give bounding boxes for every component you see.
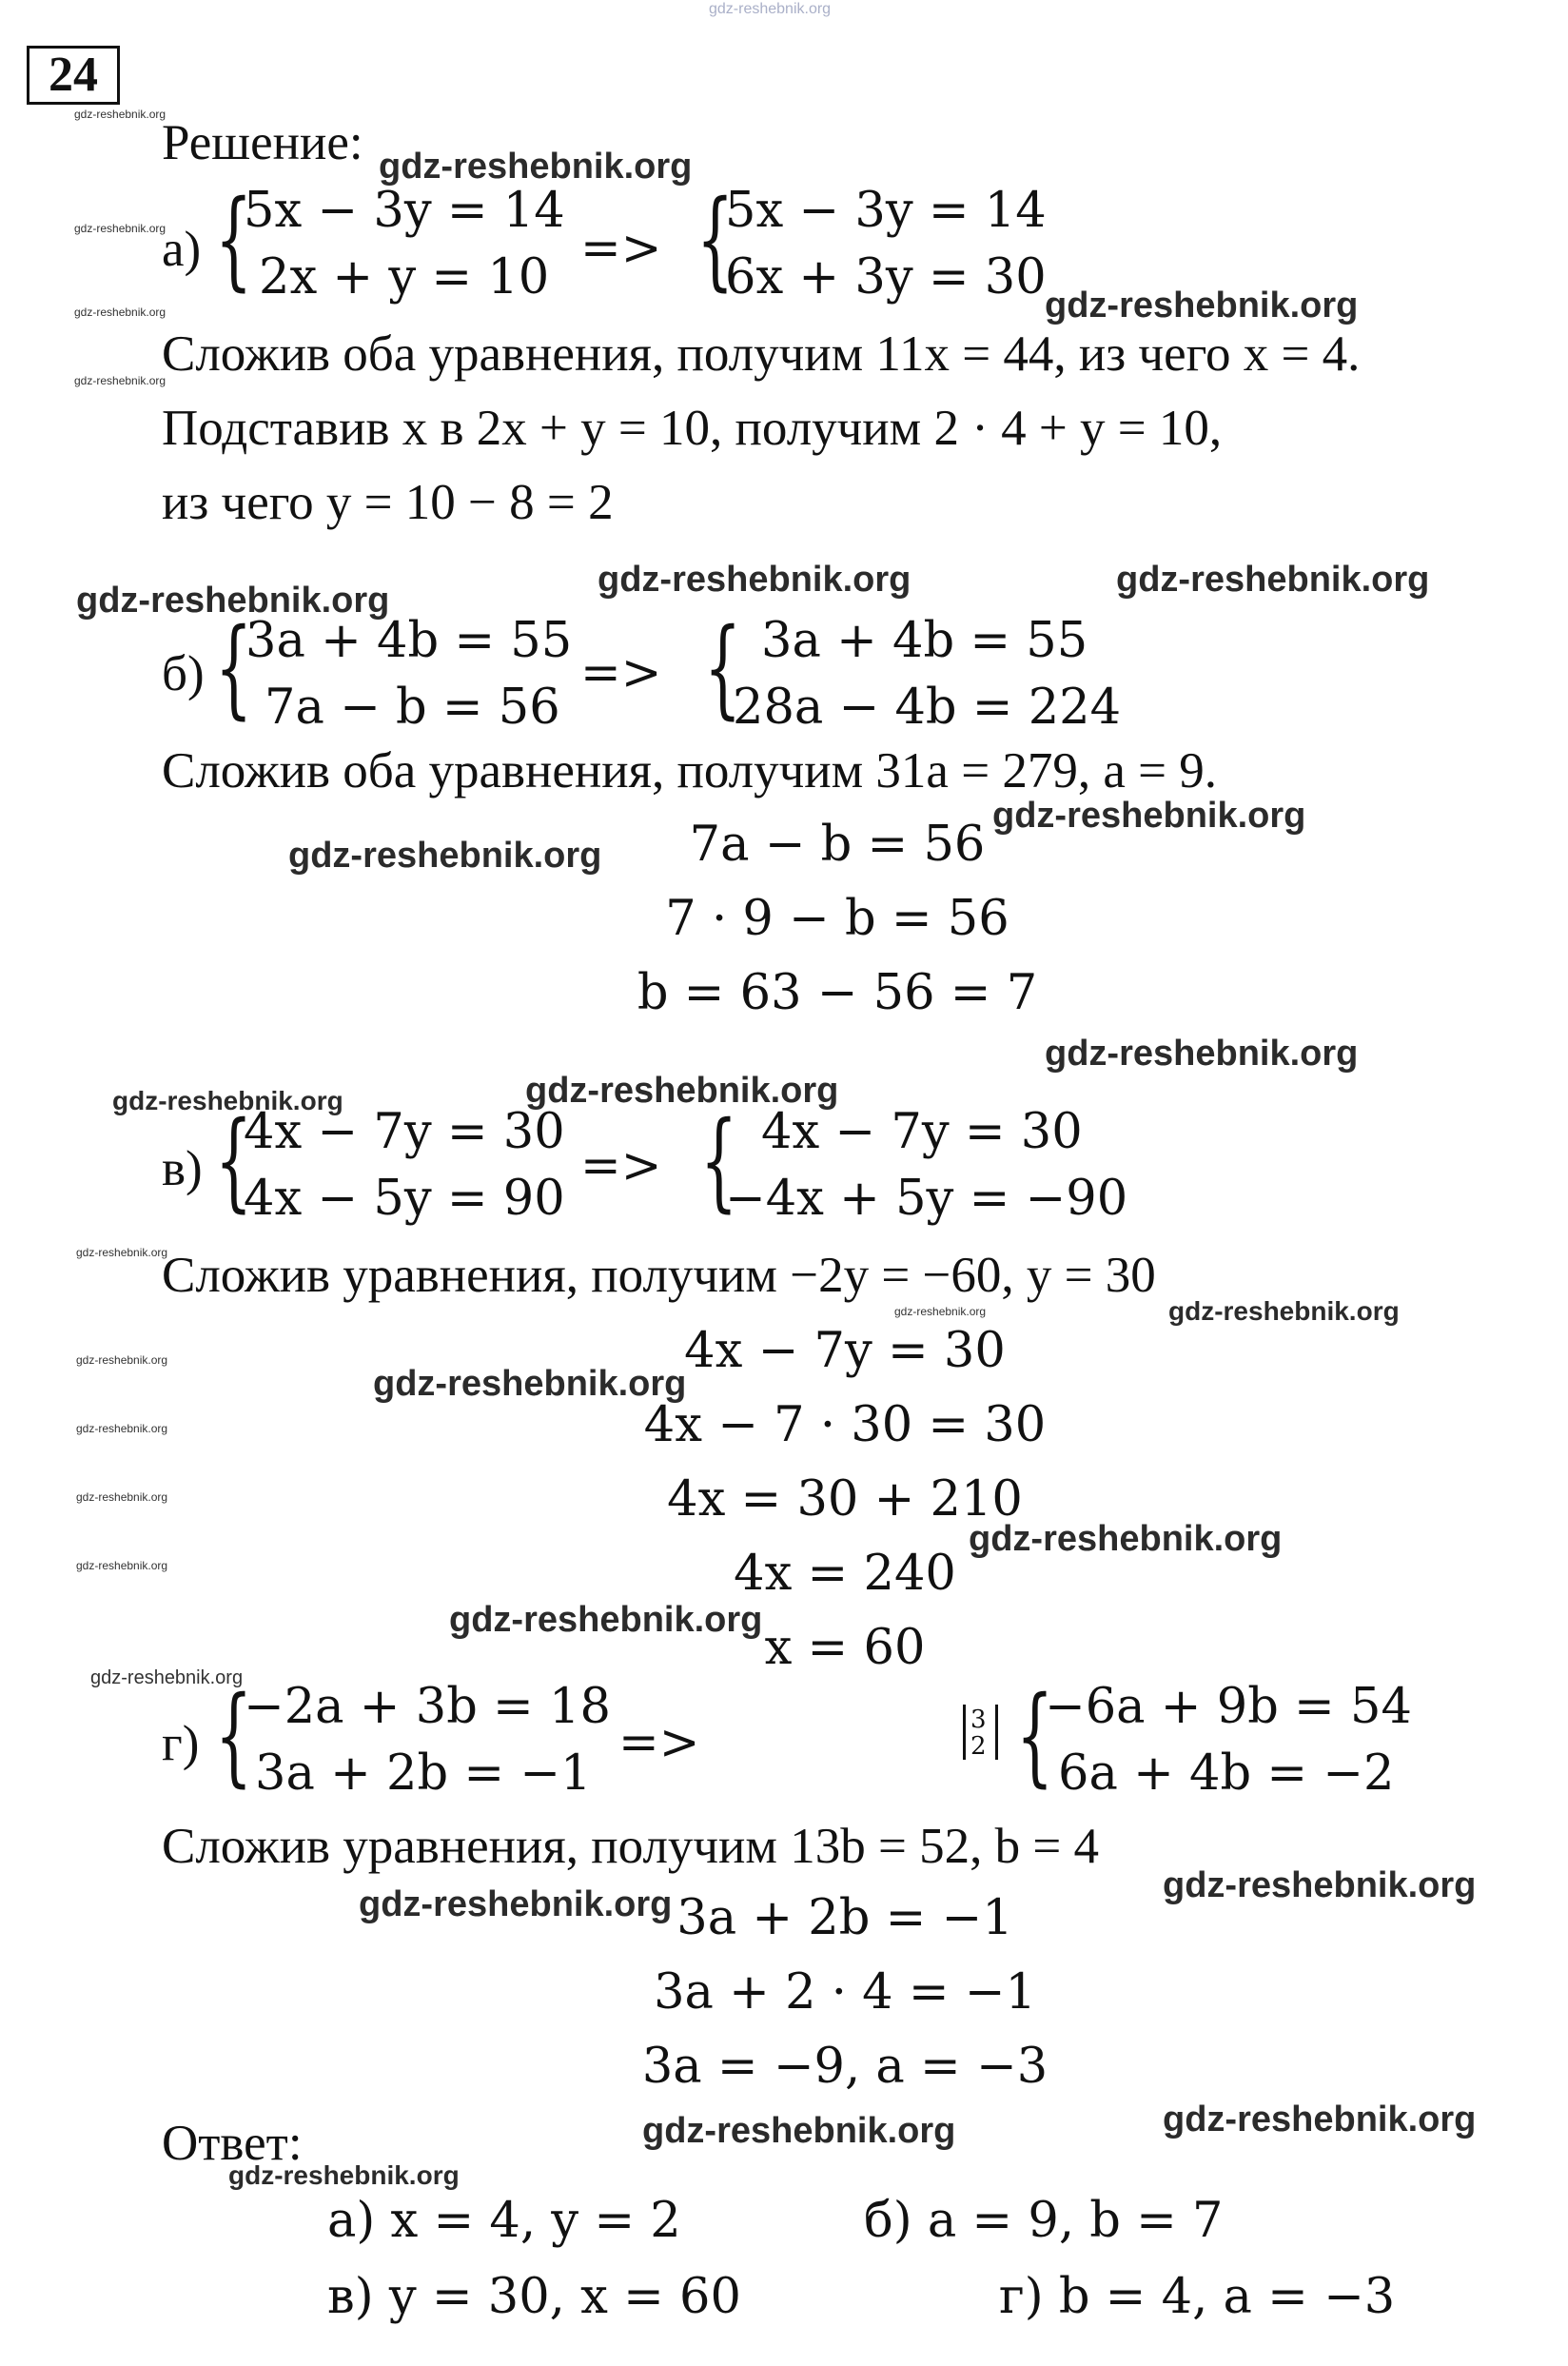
brace-icon: { <box>696 178 735 302</box>
part-a-sys1-eq1: 5x − 3y = 14 <box>244 183 565 239</box>
part-v-sys2-eq1: 4x − 7y = 30 <box>761 1104 1083 1160</box>
watermark-small: gdz-reshebnik.org <box>90 1667 244 1688</box>
part-g-step2: 3a + 2 · 4 = −1 <box>654 1964 1036 2021</box>
part-a-label: а) <box>162 222 202 277</box>
task-number: 24 <box>27 46 120 105</box>
answer-b: б) a = 9, b = 7 <box>864 2193 1224 2249</box>
part-a-line1: Сложив оба уравнения, получим 11x = 44, из чего x = 4. <box>162 326 1361 382</box>
part-a-line2: Подставив x в 2x + y = 10, получим 2 · 4 + y = 10, <box>162 401 1223 456</box>
solution-label: Решение: <box>162 115 363 170</box>
brace-icon: { <box>704 606 742 730</box>
part-g-line1: Сложив уравнения, получим 13b = 52, b = 4 <box>162 1819 1099 1874</box>
part-b-sys1-eq2: 7a − b = 56 <box>265 680 560 736</box>
watermark-small: gdz-reshebnik.org <box>74 222 167 235</box>
part-b-sys2-eq1: 3a + 4b = 55 <box>761 613 1088 669</box>
watermark-small: gdz-reshebnik.org <box>76 1246 168 1259</box>
multiplier-top: 3 <box>970 1705 987 1734</box>
watermark: gdz-reshebnik.org <box>1116 560 1430 600</box>
part-b-sys1-eq1: 3a + 4b = 55 <box>245 613 573 669</box>
part-a-sys2-eq1: 5x − 3y = 14 <box>725 183 1047 239</box>
part-v-step5: x = 60 <box>764 1620 926 1676</box>
part-v-sys2-eq2: −4x + 5y = −90 <box>725 1171 1128 1227</box>
part-v-line1: Сложив уравнения, получим −2y = −60, y = 30 <box>162 1248 1156 1303</box>
part-b-step3: b = 63 − 56 = 7 <box>637 965 1038 1021</box>
part-g-sys2-eq1: −6a + 9b = 54 <box>1045 1679 1412 1735</box>
watermark: gdz-reshebnik.org <box>992 796 1306 836</box>
watermark: gdz-reshebnik.org <box>525 1071 839 1111</box>
answer-a: а) x = 4, y = 2 <box>327 2193 681 2249</box>
multiplier-bar-left <box>963 1705 966 1760</box>
brace-icon: { <box>215 178 253 302</box>
watermark: gdz-reshebnik.org <box>598 560 911 600</box>
watermark: gdz-reshebnik.org <box>642 2111 956 2151</box>
answer-g: г) b = 4, a = −3 <box>999 2269 1396 2325</box>
part-v-label: в) <box>162 1141 203 1196</box>
watermark: gdz-reshebnik.org <box>288 836 602 876</box>
part-v-sys1-eq1: 4x − 7y = 30 <box>244 1104 565 1160</box>
part-b-arrow: => <box>580 645 662 701</box>
part-g-sys2-eq2: 6a + 4b = −2 <box>1058 1745 1395 1802</box>
part-v-arrow: => <box>580 1138 662 1194</box>
watermark: gdz-reshebnik.org <box>1045 1034 1359 1074</box>
part-v-sys1-eq2: 4x − 5y = 90 <box>244 1171 565 1227</box>
watermark: gdz-reshebnik.org <box>359 1884 673 1924</box>
part-a-sys2-eq2: 6x + 3y = 30 <box>725 249 1047 306</box>
brace-icon: { <box>215 1674 253 1798</box>
part-a-arrow: => <box>580 221 662 277</box>
part-v-step2: 4x − 7 · 30 = 30 <box>643 1397 1047 1453</box>
watermark: gdz-reshebnik.org <box>228 2160 460 2190</box>
brace-icon: { <box>215 1099 253 1223</box>
part-b-step2: 7 · 9 − b = 56 <box>665 891 1009 947</box>
part-g-label: г) <box>162 1716 200 1771</box>
multiplier-bar-right <box>995 1705 998 1760</box>
multiplier-bottom: 2 <box>970 1732 987 1761</box>
watermark: gdz-reshebnik.org <box>449 1600 763 1640</box>
answer-label: Ответ: <box>162 2116 303 2171</box>
watermark: gdz-reshebnik.org <box>112 1086 343 1115</box>
answer-v: в) y = 30, x = 60 <box>327 2269 741 2325</box>
part-g-step1: 3a + 2b = −1 <box>676 1890 1013 1946</box>
part-a-line3: из чего y = 10 − 8 = 2 <box>162 475 614 530</box>
watermark-small: gdz-reshebnik.org <box>76 1353 168 1367</box>
part-b-sys2-eq2: 28a − 4b = 224 <box>733 680 1122 736</box>
watermark-small: gdz-reshebnik.org <box>76 1490 168 1504</box>
watermark: gdz-reshebnik.org <box>1168 1296 1400 1326</box>
watermark: gdz-reshebnik.org <box>76 581 390 621</box>
part-b-step1: 7a − b = 56 <box>689 817 986 873</box>
part-b-label: б) <box>162 646 205 701</box>
watermark: gdz-reshebnik.org <box>969 1519 1283 1559</box>
watermark-small: gdz-reshebnik.org <box>74 374 167 387</box>
watermark: gdz-reshebnik.org <box>1045 286 1359 325</box>
part-g-sys1-eq1: −2a + 3b = 18 <box>244 1679 611 1735</box>
multiplier-fraction <box>970 1706 987 1760</box>
header-watermark: gdz-reshebnik.org <box>709 1 832 17</box>
watermark-small: gdz-reshebnik.org <box>74 108 167 121</box>
part-b-line1: Сложив оба уравнения, получим 31a = 279, a = 9. <box>162 743 1218 799</box>
part-g-sys1-eq2: 3a + 2b = −1 <box>255 1745 592 1802</box>
brace-icon: { <box>1016 1674 1054 1798</box>
part-g-step3: 3a = −9, a = −3 <box>641 2039 1049 2095</box>
watermark-small: gdz-reshebnik.org <box>894 1305 987 1318</box>
part-v-step3: 4x = 30 + 210 <box>667 1471 1023 1528</box>
watermark-small: gdz-reshebnik.org <box>76 1559 168 1572</box>
part-v-step1: 4x − 7y = 30 <box>684 1323 1006 1379</box>
part-a-sys1-eq2: 2x + y = 10 <box>259 249 550 306</box>
part-v-step4: 4x = 240 <box>734 1546 956 1602</box>
brace-icon: { <box>215 606 253 730</box>
watermark-small: gdz-reshebnik.org <box>74 306 167 319</box>
brace-icon: { <box>700 1099 738 1223</box>
watermark: gdz-reshebnik.org <box>379 147 693 187</box>
part-g-arrow: => <box>618 1715 700 1771</box>
watermark: gdz-reshebnik.org <box>1163 1865 1477 1905</box>
watermark: gdz-reshebnik.org <box>373 1364 687 1404</box>
watermark-small: gdz-reshebnik.org <box>76 1422 168 1435</box>
watermark: gdz-reshebnik.org <box>1163 2100 1477 2139</box>
